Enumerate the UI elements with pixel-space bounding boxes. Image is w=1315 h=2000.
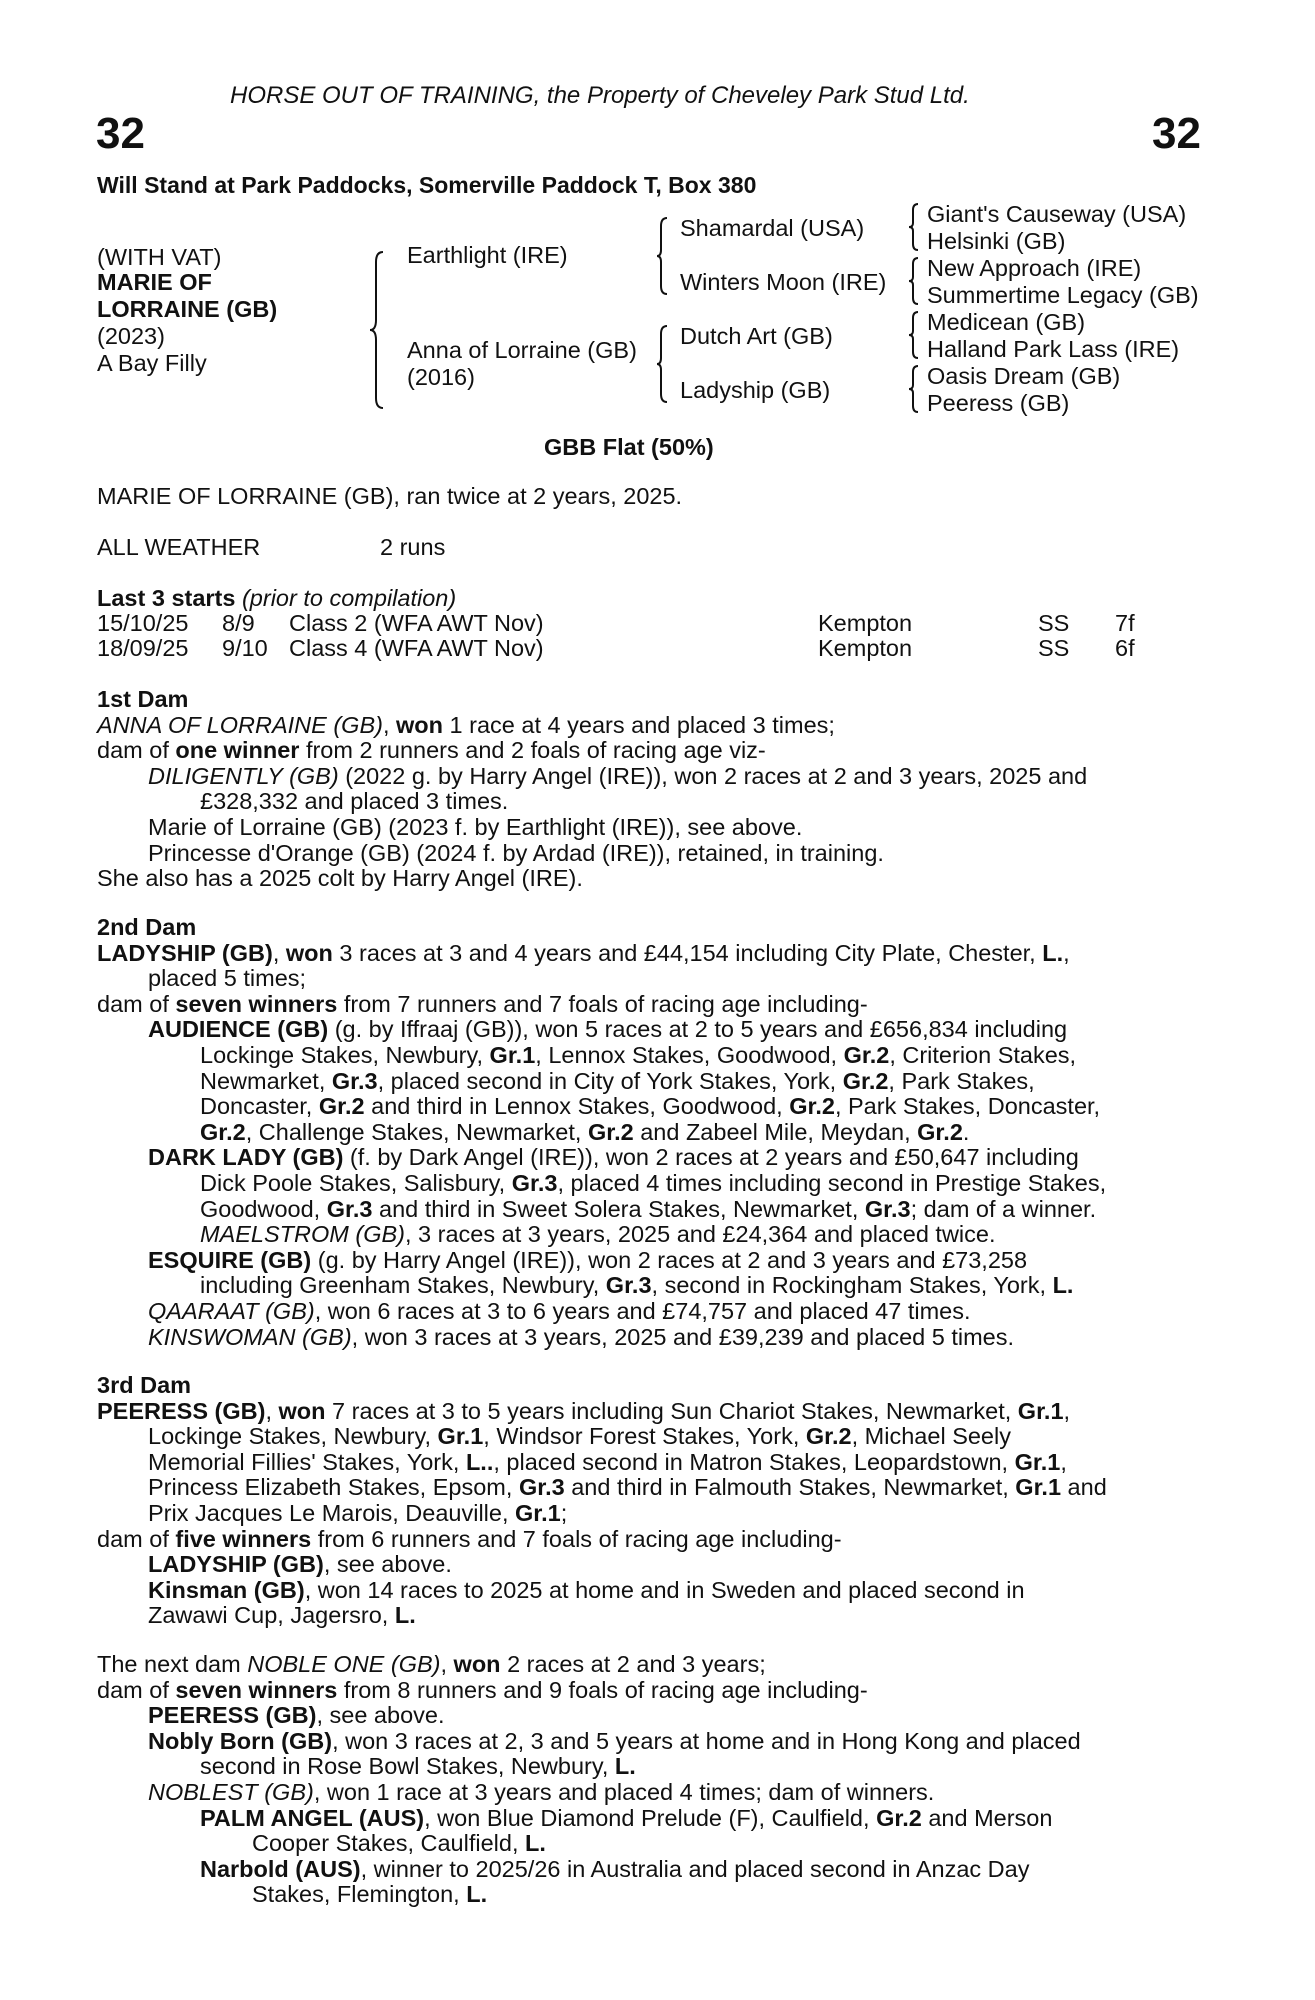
record-text: , (1063, 939, 1070, 966)
pedigree-ssd: Helsinki (GB) (927, 228, 1066, 254)
progeny-text: Dick Poole Stakes, Salisbury, (200, 1169, 512, 1196)
dam-of-detail: from 8 runners and 9 foals of racing age including- (337, 1676, 868, 1703)
grade-label: L. (1042, 939, 1064, 966)
record-text: Lockinge Stakes, Newbury, (148, 1423, 438, 1450)
progeny-name: NOBLEST (GB) (148, 1778, 314, 1805)
progeny-text: second in Rose Bowl Stakes, Newbury, (200, 1753, 615, 1780)
progeny-name: AUDIENCE (GB) (148, 1016, 329, 1043)
horse-name-line2: LORRAINE (GB) (97, 296, 278, 322)
grade-label: Gr.3 (518, 1474, 565, 1501)
progeny-text: , winner to 2025/26 in Australia and placed second in Anzac Day (360, 1855, 1030, 1882)
start-going: SS (1038, 610, 1070, 636)
progeny-text: , Criterion Stakes, (889, 1041, 1077, 1068)
progeny-text: , won 1 race at 3 years and placed 4 times; dam of winners. (313, 1778, 935, 1805)
progeny-text: . (962, 1118, 970, 1145)
pedigree-ddd: Peeress (GB) (927, 390, 1070, 416)
progeny-text: including Greenham Stakes, Newbury, (200, 1272, 606, 1299)
dam-of-detail: from 7 runners and 7 foals of racing age including- (337, 990, 868, 1017)
grade-label: Gr.3 (511, 1169, 558, 1196)
progeny-text: Newmarket, (200, 1067, 332, 1094)
progeny-text: and Zabeel Mile, Meydan, (633, 1118, 918, 1145)
grade-label: Gr.3 (864, 1195, 911, 1222)
pedigree-dsd: Halland Park Lass (IRE) (927, 336, 1180, 362)
grade-label: Gr.2 (200, 1118, 246, 1145)
progeny-name: Kinsman (GB) (148, 1576, 305, 1603)
start-course: Kempton (818, 610, 913, 636)
progeny-text: (g. by Iffraaj (GB)), won 5 races at 2 to 5 years and £656,834 including (328, 1016, 1068, 1043)
dam-of-label: dam of (97, 990, 176, 1017)
start-date: 15/10/25 (97, 610, 189, 636)
record-text: 7 races at 3 to 5 years including Sun Chariot Stakes, Newmarket, (325, 1397, 1018, 1424)
progeny-name: DARK LADY (GB) (148, 1144, 344, 1171)
progeny-name: KINSWOMAN (GB) (148, 1323, 352, 1350)
second-dam-name: LADYSHIP (GB) (97, 939, 273, 966)
grade-label: L. (466, 1881, 488, 1908)
pedigree-dds: Oasis Dream (GB) (927, 363, 1121, 389)
horse-foaled: (2023) (97, 323, 165, 349)
progeny-name: DILIGENTLY (GB) (148, 762, 339, 789)
grade-label: Gr.2 (587, 1118, 634, 1145)
progeny-text: (2022 g. by Harry Angel (IRE)), won 2 races at 2 and 3 years, 2025 and (338, 762, 1088, 789)
progeny-text: , Park Stakes, (888, 1067, 1035, 1094)
won-word: won (453, 1651, 501, 1677)
first-dam-section: 1st Dam ANNA OF LORRAINE (GB), won 1 race at 4 years and placed 3 times; dam of one winner from 2 runners and 2 foals of racing age viz- DILIGENTLY (GB) (2022 g. by Harry Angel (IRE)), won 2 races at 2 and 3 years, 2025 and £328,332 and placed 3 times. Marie of Lorraine (GB) (2023 f. by Earthlight (IRE)), see above. Princesse d'Orange (GB) (2024 f. by Ardad (IRE)), retained, in training. She also has a 2025 colt by Harry Angel (IRE). (97, 687, 1203, 892)
start-race: Class 2 (WFA AWT Nov) (289, 610, 544, 636)
progeny-text: , 3 races at 3 years, 2025 and £24,364 and placed twice. (404, 1221, 996, 1248)
race-summary: MARIE OF LORRAINE (GB), ran twice at 2 years, 2025. (97, 483, 683, 509)
record-text: ; (560, 1499, 568, 1526)
start-distance: 7f (1115, 610, 1135, 636)
progeny-text: , Challenge Stakes, Newmarket, (245, 1118, 588, 1145)
progeny-name: QAARAAT (GB) (148, 1297, 315, 1324)
grade-label: Gr.1 (489, 1041, 536, 1068)
vat-status: (WITH VAT) (97, 244, 222, 270)
grade-label: Gr.3 (326, 1195, 373, 1222)
third-dam-section: 3rd Dam PEERESS (GB), won 7 races at 3 to 5 years including Sun Chariot Stakes, Newmarket, Gr.1, Lockinge Stakes, Newbury, Gr.1, Windsor Forest Stakes, York, Gr.2, Michael Seely Memorial Fillies' Stakes, York, L.., placed second in Matron Stakes, Leopardstown, Gr.1, Princess Elizabeth Stakes, Epsom, Gr.3 and third in Falmouth Stakes, Newmarket, Gr.1 and Prix Jacques Le Marois, Deauville, Gr.1; dam of five winners from 6 runners and 7 foals of racing age including- LADYSHIP (GB), see above. Kinsman (GB), won 14 races to 2025 at home and in Sweden and placed second in Zawawi Cup, Jagersro, L. (97, 1373, 1203, 1629)
progeny-text: and third in Sweet Solera Stakes, Newmarket, (372, 1195, 865, 1222)
pedigree-dss: Medicean (GB) (927, 309, 1086, 335)
pedigree-dam-year: (2016) (407, 364, 475, 390)
grade-label: Gr.2 (917, 1118, 963, 1145)
pedigree-sdd: Summertime Legacy (GB) (927, 282, 1199, 308)
start-date: 18/09/25 (97, 635, 189, 661)
pedigree-sire-sire: Shamardal (USA) (680, 215, 865, 241)
record-text: 2 races at 2 and 3 years; (500, 1651, 766, 1677)
stand-location: Will Stand at Park Paddocks, Somerville Paddock T, Box 380 (97, 172, 757, 198)
grade-label: Gr.3 (331, 1067, 378, 1094)
next-dam-intro: The next dam (97, 1651, 248, 1677)
dam-of-label: dam of (97, 1525, 176, 1552)
progeny-name: PEERESS (GB) (148, 1702, 317, 1729)
horse-description: A Bay Filly (97, 350, 207, 376)
start-position: 8/9 (222, 610, 255, 636)
record-text: , Windsor Forest Stakes, York, (483, 1423, 806, 1450)
progeny-text: , placed 4 times including second in Prestige Stakes, (557, 1169, 1107, 1196)
won-word: won (278, 1397, 326, 1424)
grade-label: Gr.2 (843, 1041, 890, 1068)
record-text: Prix Jacques Le Marois, Deauville, (148, 1499, 516, 1526)
grade-label: Gr.1 (1015, 1474, 1062, 1501)
first-dam-heading: 1st Dam (97, 686, 189, 712)
pedigree-dam-sire: Dutch Art (GB) (680, 323, 833, 349)
second-dam-heading: 2nd Dam (97, 914, 197, 940)
lot-number-left: 32 (96, 109, 145, 158)
grade-label: L. (525, 1830, 546, 1857)
record-text: , (1063, 1397, 1071, 1424)
grade-label: Gr.2 (789, 1093, 835, 1120)
dam-of-count: seven winners (175, 990, 338, 1017)
won-word: won (396, 711, 444, 738)
progeny-text: ; dam of a winner. (910, 1195, 1097, 1222)
progeny-text: , Lennox Stakes, Goodwood, (535, 1041, 844, 1068)
grade-label: Gr.2 (805, 1423, 852, 1450)
dam-of-detail: from 2 runners and 2 foals of racing age viz- (299, 737, 766, 764)
progeny-text: , see above. (316, 1702, 445, 1729)
pedigree-sire: Earthlight (IRE) (407, 242, 568, 268)
record-text: , (1060, 1448, 1067, 1475)
record-text: and third in Falmouth Stakes, Newmarket, (564, 1474, 1016, 1501)
grade-label: Gr.1 (515, 1499, 561, 1526)
progeny-text: , placed second in City of York Stakes, York, (377, 1067, 843, 1094)
record-text: placed 5 times; (148, 965, 307, 992)
third-dam-name: PEERESS (GB) (97, 1397, 266, 1424)
last-starts-heading (97, 587, 456, 611)
pedigree-sire-dam: Winters Moon (IRE) (680, 269, 887, 295)
pedigree-sds: New Approach (IRE) (927, 255, 1142, 281)
progeny-text: , Park Stakes, Doncaster, (834, 1093, 1101, 1120)
last-starts-title: Last 3 starts (97, 585, 236, 611)
start-distance: 6f (1115, 635, 1135, 661)
progeny-text: (f. by Dark Angel (IRE)), won 2 races at 2 years and £50,647 including (343, 1144, 1079, 1171)
grade-label: L. (1052, 1272, 1074, 1299)
progeny-text: , see above. (323, 1551, 452, 1578)
progeny-text: and Merson (921, 1804, 1053, 1831)
progeny-name: Narbold (AUS) (200, 1855, 361, 1882)
first-dam-record: 1 race at 4 years and placed 3 times; (443, 711, 835, 738)
next-dam-name: NOBLE ONE (GB) (247, 1651, 441, 1677)
progeny-text: (g. by Harry Angel (IRE)), won 2 races at 2 and 3 years and £73,258 (311, 1246, 1028, 1273)
progeny-text: , won Blue Diamond Prelude (F), Caulfield, (424, 1804, 877, 1831)
dam-of-count: seven winners (175, 1676, 338, 1703)
record-text: , Michael Seely (851, 1423, 1011, 1450)
last-starts-note: (prior to compilation) (241, 585, 457, 611)
progeny-text: , second in Rockingham Stakes, York, (651, 1272, 1053, 1299)
grade-label: L. (394, 1602, 416, 1629)
dam-of-count: five winners (175, 1525, 312, 1552)
next-dam-section: The next dam NOBLE ONE (GB), won 2 races at 2 and 3 years; dam of seven winners from 8 runners and 9 foals of racing age including- PEERESS (GB), see above. Nobly Born (GB), won 3 races at 2, 3 and 5 years at home and in Hong Kong and placed second in Rose Bowl Stakes, Newbury, L. NOBLEST (GB), won 1 race at 3 years and placed 4 times; dam of winners. PALM ANGEL (AUS), won Blue Diamond Prelude (F), Caulfield, Gr.2 and Merson Cooper Stakes, Caulfield, L. Narbold (AUS), winner to 2025/26 in Australia and placed second in Anzac Day Stakes, Flemington, L. (97, 1651, 1081, 1908)
progeny-text: Doncaster, (200, 1093, 319, 1120)
progeny-text: Cooper Stakes, Caulfield, (252, 1830, 526, 1857)
pedigree-dam-dam: Ladyship (GB) (680, 377, 831, 403)
progeny-text: and third in Lennox Stakes, Goodwood, (364, 1093, 790, 1120)
progeny-name: MAELSTROM (GB) (200, 1221, 405, 1248)
progeny-name: ESQUIRE (GB) (148, 1246, 312, 1273)
progeny-text: Lockinge Stakes, Newbury, (200, 1041, 490, 1068)
progeny-text: , won 6 races at 3 to 6 years and £74,757 and placed 47 times. (314, 1297, 971, 1324)
dam-of-detail: from 6 runners and 7 foals of racing age including- (311, 1525, 842, 1552)
horse-name-line1: MARIE OF (97, 269, 212, 295)
grade-label: Gr.2 (842, 1067, 889, 1094)
start-going: SS (1038, 635, 1070, 661)
grade-label: Gr.1 (1017, 1397, 1064, 1424)
progeny-name: Nobly Born (GB) (148, 1727, 333, 1754)
first-dam-name: ANNA OF LORRAINE (GB) (97, 711, 383, 738)
progeny-text: , won 3 races at 3 years, 2025 and £39,239 and placed 5 times. (351, 1323, 1015, 1350)
second-dam-section: 2nd Dam LADYSHIP (GB), won 3 races at 3 and 4 years and £44,154 including City Plate, Chester, L., placed 5 times; dam of seven winners from 7 runners and 7 foals of racing age including- AUDIENCE (GB) (g. by Iffraaj (GB)), won 5 races at 2 to 5 years and £656,834 including Lockinge Stakes, Newbury, Gr.1, Lennox Stakes, Goodwood, Gr.2, Criterion Stakes, Newmarket, Gr.3, placed second in City of York Stakes, York, Gr.2, Park Stakes, Doncaster, Gr.2 and third in Lennox Stakes, Goodwood, Gr.2, Park Stakes, Doncaster, Gr.2, Challenge Stakes, Newmarket, Gr.2 and Zabeel Mile, Meydan, Gr.2. DARK LADY (GB) (f. by Dark Angel (IRE)), won 2 races at 2 years and £50,647 including Dick Poole Stakes, Salisbury, Gr.3, placed 4 times including second in Prestige Stakes, Goodwood, Gr.3 and third in Sweet Solera Stakes, Newmarket, Gr.3; dam of a winner. MAELSTROM (GB), 3 races at 3 years, 2025 and £24,364 and placed twice. ESQUIRE (GB) (g. by Harry Angel (IRE)), won 2 races at 2 and 3 years and £73,258 including Greenham Stakes, Newbury, Gr.3, second in Rockingham Stakes, York, L. QAARAAT (GB), won 6 races at 3 to 6 years and £74,757 and placed 47 times. KINSWOMAN (GB), won 3 races at 3 years, 2025 and £39,239 and placed 5 times. (97, 915, 1203, 1350)
progeny-text: Goodwood, (200, 1195, 327, 1222)
won-word: won (285, 939, 333, 966)
dam-of-count: one winner (175, 737, 300, 764)
sale-banner: HORSE OUT OF TRAINING, the Property of Cheveley Park Stud Ltd. (230, 82, 970, 109)
progeny-text: , won 14 races to 2025 at home and in Sweden and placed second in (304, 1576, 1025, 1603)
record-text: Memorial Fillies' Stakes, York, (148, 1448, 466, 1475)
progeny-entry: Princesse d'Orange (GB) (2024 f. by Ardad (IRE)), retained, in training. (148, 839, 884, 866)
record-text: and (1061, 1474, 1107, 1501)
progeny-text: Stakes, Flemington, (252, 1881, 467, 1908)
start-course: Kempton (818, 635, 913, 661)
all-weather-value: 2 runs (380, 534, 446, 560)
all-weather-label: ALL WEATHER (97, 534, 261, 560)
dam-of-label: dam of (97, 737, 176, 764)
record-text: , placed second in Matron Stakes, Leopardstown, (493, 1448, 1015, 1475)
progeny-name: LADYSHIP (GB) (148, 1551, 324, 1578)
progeny-name: PALM ANGEL (AUS) (200, 1804, 425, 1831)
progeny-text: Zawawi Cup, Jagersro, (148, 1602, 395, 1629)
progeny-entry: Marie of Lorraine (GB) (2023 f. by Earthlight (IRE)), see above. (148, 813, 803, 840)
grade-label: Gr.2 (876, 1804, 922, 1831)
third-dam-heading: 3rd Dam (97, 1372, 192, 1398)
pedigree-sss: Giant's Causeway (USA) (927, 201, 1187, 227)
grade-label: L.. (465, 1448, 494, 1475)
progeny-text: £328,332 and placed 3 times. (200, 788, 509, 815)
lot-number-right: 32 (1152, 109, 1201, 158)
progeny-text: , won 3 races at 2, 3 and 5 years at home and in Hong Kong and placed (332, 1727, 1081, 1754)
record-text: 3 races at 3 and 4 years and £44,154 including City Plate, Chester, (332, 939, 1043, 966)
vat-note: GBB Flat (50%) (544, 434, 714, 460)
dam-of-label: dam of (97, 1676, 176, 1703)
start-position: 9/10 (222, 635, 268, 661)
grade-label: Gr.1 (1014, 1448, 1061, 1475)
first-dam-foal-note: She also has a 2025 colt by Harry Angel (IRE). (97, 865, 583, 892)
record-text: Princess Elizabeth Stakes, Epsom, (148, 1474, 519, 1501)
grade-label: Gr.3 (605, 1272, 652, 1299)
pedigree-dam: Anna of Lorraine (GB) (407, 337, 637, 363)
grade-label: Gr.1 (437, 1423, 484, 1450)
grade-label: L. (614, 1753, 636, 1780)
start-race: Class 4 (WFA AWT Nov) (289, 635, 544, 661)
grade-label: Gr.2 (318, 1093, 365, 1120)
